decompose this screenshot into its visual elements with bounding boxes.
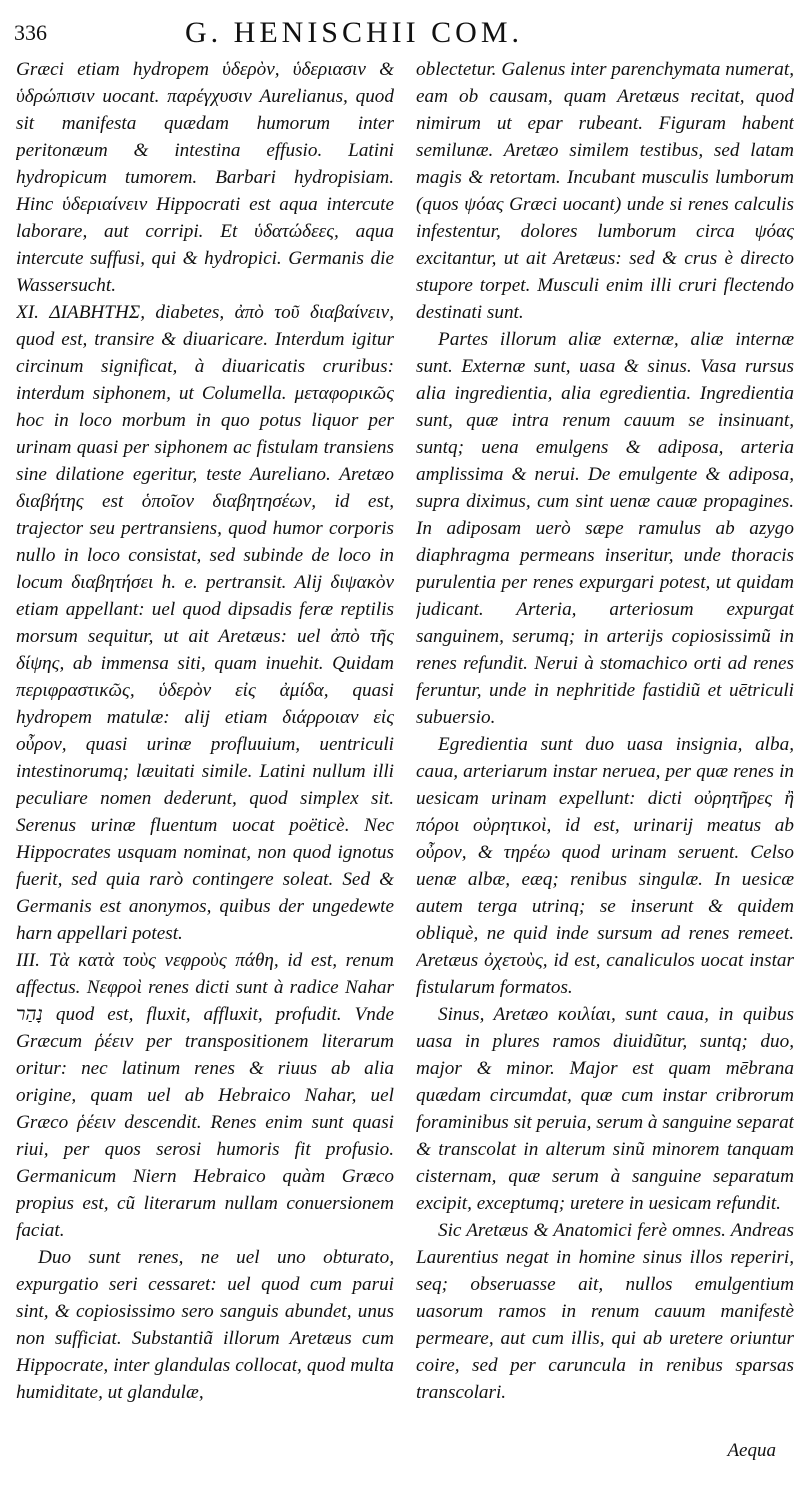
- catchword: Aequa: [727, 1440, 776, 1461]
- paragraph: oblectetur. Galenus inter parenchymata numerat, eam ob causam, quam Aretæus recitat, quod nimirum ut epar rubeant. Figuram habent semilunæ. Aretæo similem testibus, sed latam magis & retortam. Incubant musculis lumborum (quos ψόας Græci uocant) unde si renes calculis infestentur, dolores lumborum circa ψόας excitantur, ut ait Aretæus: sed & crus è directo stupore torpet. Musculi enim illi cruri flectendo destinati sunt.: [416, 59, 794, 323]
- paragraph: Sinus, Aretæo κοιλίαι, sunt caua, in quibus uasa in plures ramos diuidũtur, suntq; duo, major & minor. Major est quam mēbrana quædam circumdat, quæ cum instar cribrorum foraminibus sit peruia, serum à sanguine separat & transcolat in alterum sinũ minorem tanquam cisternam, quæ serum à sanguine separatum excipit, exceptumq; uretere in uesicam refundit.: [416, 1004, 794, 1214]
- page-header: [0, 0, 800, 50]
- right-column: [416, 56, 794, 1456]
- paragraph: Egredientia sunt duo uasa insignia, alba, caua, arteriarum instar neruea, per quæ renes in uesicam urinam expellunt: dicti οὐρητῆρες ἢ πόροι οὐρητικοὶ, id est, urinarij meatus ab οὖρον, & τηρέω quod urinam seruent. Celso uenæ albæ, eæq; renibus singulæ. In uesicæ autem terga utrinq; se inserunt & quidem obliquè, ne quid inde sursum ad renes remeet. Aretæus ὀχετοὺς, id est, canaliculos uocat instar fistularum formatos.: [416, 734, 794, 998]
- paragraph: Græci etiam hydropem ὑδερὸν, ὑδεριασιν & ὑδρώπισιν uocant. παρέγχυσιν Aurelianus, quod sit manifesta quædam humorum inter peritonæum & intestina effusio. Latini hydropicum tumorem. Barbari hydropisiam. Hinc ὑδεριαίνειν Hippocrati est aqua intercute laborare, aut corripi. Et ὑδατώδεες, aqua intercute suffusi, qui & hydropici. Germanis die Wassersucht.: [16, 59, 394, 296]
- paragraph: Sic Aretæus & Anatomici ferè omnes. Andreas Laurentius negat in homine sinus illos reperiri, seq; obseruasse ait, nullos emulgentium uasorum ramos in renum cauum manifestè permeare, aut cum illis, qui ab uretere oriuntur coire, sed per caruncula in renibus sparsas transcolari.: [416, 1220, 794, 1403]
- paragraph: Duo sunt renes, ne uel uno obturato, expurgatio seri cessaret: uel quod cum parui sint, & copiosissimo sero sanguis abundet, unus non sufficiat. Substantiã illorum Aretæus cum Hippocrate, inter glandulas collocat, quod multa humiditate, ut glandulæ,: [16, 1247, 394, 1403]
- running-head: G. HENISCHII COM.: [185, 16, 523, 49]
- page-number: 336: [14, 20, 47, 45]
- paragraph: III. Τὰ κατὰ τοὺς νεφροὺς πάθη, id est, renum affectus. Νεφροὶ renes dicti sunt à radice Nahar נָהַר quod est, fluxit, affluxit, profudit. Vnde Græcum ῥέειν per transpositionem literarum oritur: nec latinum renes & riuus ab alia origine, quam uel ab Hebraico Nahar, uel Græco ῥέειν descendit. Renes enim sunt quasi riui, per quos serosi humoris fit profusio. Germanicum Niern Hebraico quàm Græco propius est, cũ literarum nullam conuersionem faciat.: [16, 950, 394, 1241]
- left-column: [16, 56, 394, 1456]
- paragraph: Partes illorum aliæ externæ, aliæ internæ sunt. Externæ sunt, uasa & sinus. Vasa rursus alia ingredientia, alia egredientia. Ingredientia sunt, quæ intra renum cauum se insinuant, suntq; uena emulgens & adiposa, arteria amplissima & nerui. De emulgente & adiposa, supra diximus, cum sint uenæ cauæ propagines. In adiposam uerò sæpe ramulus ab azygo diaphragma permeans inseritur, unde thoracis purulentia per renes expurgari potest, ut quidam judicant. Arteria, arteriosum expurgat sanguinem, serumq; in arterijs copiosissimũ in renes refundit. Nerui à stomachico orti ad renes feruntur, unde in nephritide fastidiũ et uētriculi subuersio.: [416, 329, 794, 728]
- paragraph: XI. ΔΙΑΒΗΤΗΣ, diabetes, ἀπὸ τοῦ διαβαίνειν, quod est, transire & diuaricare. Interdum igitur circinum significat, à diuaricatis cruribus: interdum siphonem, ut Columella. μεταφορικῶς hoc in loco morbum in quo potus liquor per urinam quasi per siphonem ac fistulam transiens sine dilatione egeritur, teste Aureliano. Aretæo διαβήτης est ὁποῖον διαβητησέων, id est, trajector seu pertransiens, quod humor corporis nullo in loco consistat, sed subinde de loco in locum διαβητήσει h. e. pertransit. Alij διψακὸν etiam appellant: uel quod dipsadis feræ reptilis morsum sequitur, ut ait Aretæus: uel ἀπὸ τῆς δίψης, ab immensa siti, quam inuehit. Quidam περιφραστικῶς, ὑδερὸν εἰς ἀμίδα, quasi hydropem matulæ: alij etiam διάρροιαν εἰς οὖρον, quasi urinæ profluuium, uentriculi intestinorumq; læuitati simile. Latini nullum illi peculiare nomen dederunt, quod simplex sit. Serenus urinæ fluentum uocat poëticè. Nec Hippocrates usquam nominat, non quod ignotus fuerit, sed quia rarò contingere soleat. Sed & Germanis est anonymos, quibus der ungedewte harn appellari potest.: [16, 302, 394, 944]
